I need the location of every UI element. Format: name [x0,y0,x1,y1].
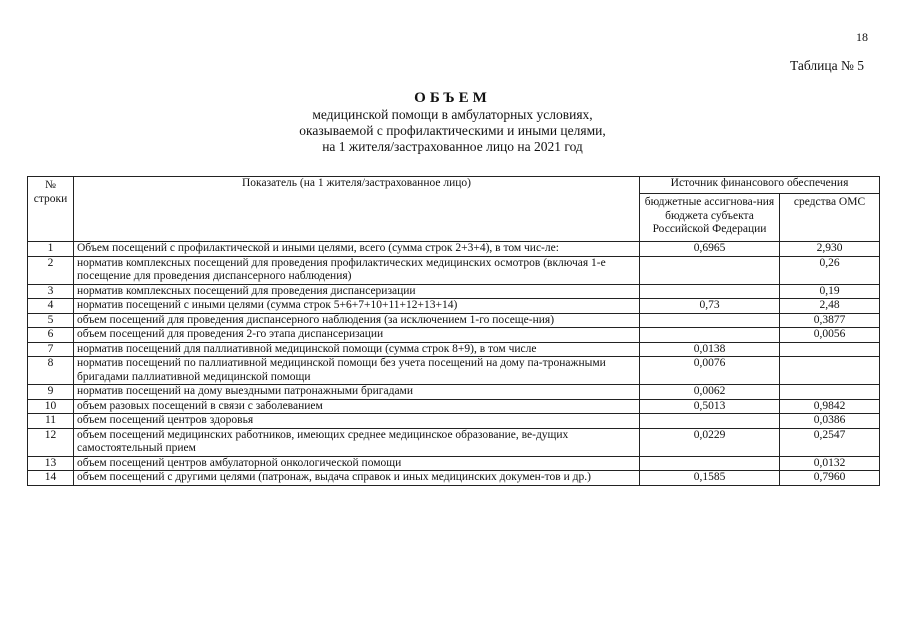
row-budget-value [640,328,780,343]
row-oms-value [780,342,880,357]
table-row [28,414,880,429]
row-number: 9 [28,385,74,400]
row-budget-value: 0,0138 [640,342,780,357]
table-row [28,428,880,456]
row-indicator: норматив посещений с иными целями (сумма строк 5+6+7+10+11+12+13+14) [74,299,640,314]
table-row [28,256,880,284]
header-oms: средства ОМС [780,194,880,242]
row-indicator: объем посещений центров здоровья [74,414,640,429]
row-number: 12 [28,428,74,456]
row-budget-value [640,313,780,328]
row-indicator: норматив комплексных посещений для проведения диспансеризации [74,284,640,299]
header-indicator: Показатель (на 1 жителя/застрахованное лицо) [74,177,640,242]
header-row-1 [28,177,880,194]
document-title [0,90,905,155]
row-oms-value [780,385,880,400]
row-indicator: норматив посещений по паллиативной медицинской помощи без учета посещений на дому па-тронажными бригадами паллиативной медицинской помощи [74,357,640,385]
table-label: Таблица № 5 [790,58,864,73]
table-row [28,456,880,471]
title-line-3: на 1 жителя/застрахованное лицо на 2021 год [322,139,583,154]
table-row [28,471,880,486]
table-row [28,385,880,400]
row-indicator: объем посещений центров амбулаторной онкологической помощи [74,456,640,471]
table-row [28,328,880,343]
row-indicator: норматив посещений для паллиативной медицинской помощи (сумма строк 8+9), в том числе [74,342,640,357]
row-number: 7 [28,342,74,357]
row-oms-value: 0,7960 [780,471,880,486]
header-row-number-line-1: № [45,179,56,191]
title-main: ОБЪЕМ [414,90,491,106]
page-number: 18 [856,30,868,44]
table-row [28,242,880,257]
row-number: 3 [28,284,74,299]
volume-table [27,176,880,486]
row-indicator: объем разовых посещений в связи с заболеванием [74,399,640,414]
row-oms-value: 0,0132 [780,456,880,471]
row-oms-value: 0,19 [780,284,880,299]
row-number: 10 [28,399,74,414]
row-number: 2 [28,256,74,284]
row-budget-value [640,414,780,429]
row-oms-value: 0,0386 [780,414,880,429]
table-row [28,357,880,385]
title-line-1: медицинской помощи в амбулаторных условиях, [312,107,593,122]
row-number: 11 [28,414,74,429]
header-budget: бюджетные ассигнова-ния бюджета субъекта Российской Федерации [640,194,780,242]
header-row-number [28,177,74,242]
row-number: 13 [28,456,74,471]
row-budget-value [640,284,780,299]
row-budget-value: 0,0076 [640,357,780,385]
header-row-number-line-2: строки [33,192,68,205]
row-oms-value: 0,26 [780,256,880,284]
row-indicator: объем посещений с другими целями (патронаж, выдача справок и иных медицинских докумен-тов и др.) [74,471,640,486]
row-budget-value [640,456,780,471]
row-indicator: объем посещений медицинских работников, имеющих среднее медицинское образование, ве-дущих самостоятельный прием [74,428,640,456]
row-oms-value: 2,930 [780,242,880,257]
row-number: 5 [28,313,74,328]
row-indicator: объем посещений для проведения 2-го этапа диспансеризации [74,328,640,343]
row-oms-value: 2,48 [780,299,880,314]
row-budget-value: 0,0062 [640,385,780,400]
table-row [28,299,880,314]
row-indicator: Объем посещений с профилактической и иными целями, всего (сумма строк 2+3+4), в том чис-ле: [74,242,640,257]
row-indicator: норматив посещений на дому выездными патронажными бригадами [74,385,640,400]
row-oms-value: 0,2547 [780,428,880,456]
table-row [28,284,880,299]
row-indicator: норматив комплексных посещений для проведения профилактических медицинских осмотров (включая 1-е посещение для проведения диспансерного наблюдения) [74,256,640,284]
row-budget-value: 0,73 [640,299,780,314]
row-budget-value: 0,6965 [640,242,780,257]
row-budget-value [640,256,780,284]
row-number: 6 [28,328,74,343]
row-oms-value: 0,9842 [780,399,880,414]
table-row [28,342,880,357]
table-row [28,399,880,414]
row-oms-value: 0,3877 [780,313,880,328]
row-number: 14 [28,471,74,486]
row-number: 8 [28,357,74,385]
row-budget-value: 0,0229 [640,428,780,456]
row-oms-value [780,357,880,385]
row-indicator: объем посещений для проведения диспансерного наблюдения (за исключением 1-го посеще-ния) [74,313,640,328]
title-line-2: оказываемой с профилактическими и иными целями, [299,123,606,138]
table-row [28,313,880,328]
row-budget-value: 0,1585 [640,471,780,486]
header-source: Источник финансового обеспечения [640,177,880,194]
row-number: 4 [28,299,74,314]
row-oms-value: 0,0056 [780,328,880,343]
row-budget-value: 0,5013 [640,399,780,414]
row-number: 1 [28,242,74,257]
